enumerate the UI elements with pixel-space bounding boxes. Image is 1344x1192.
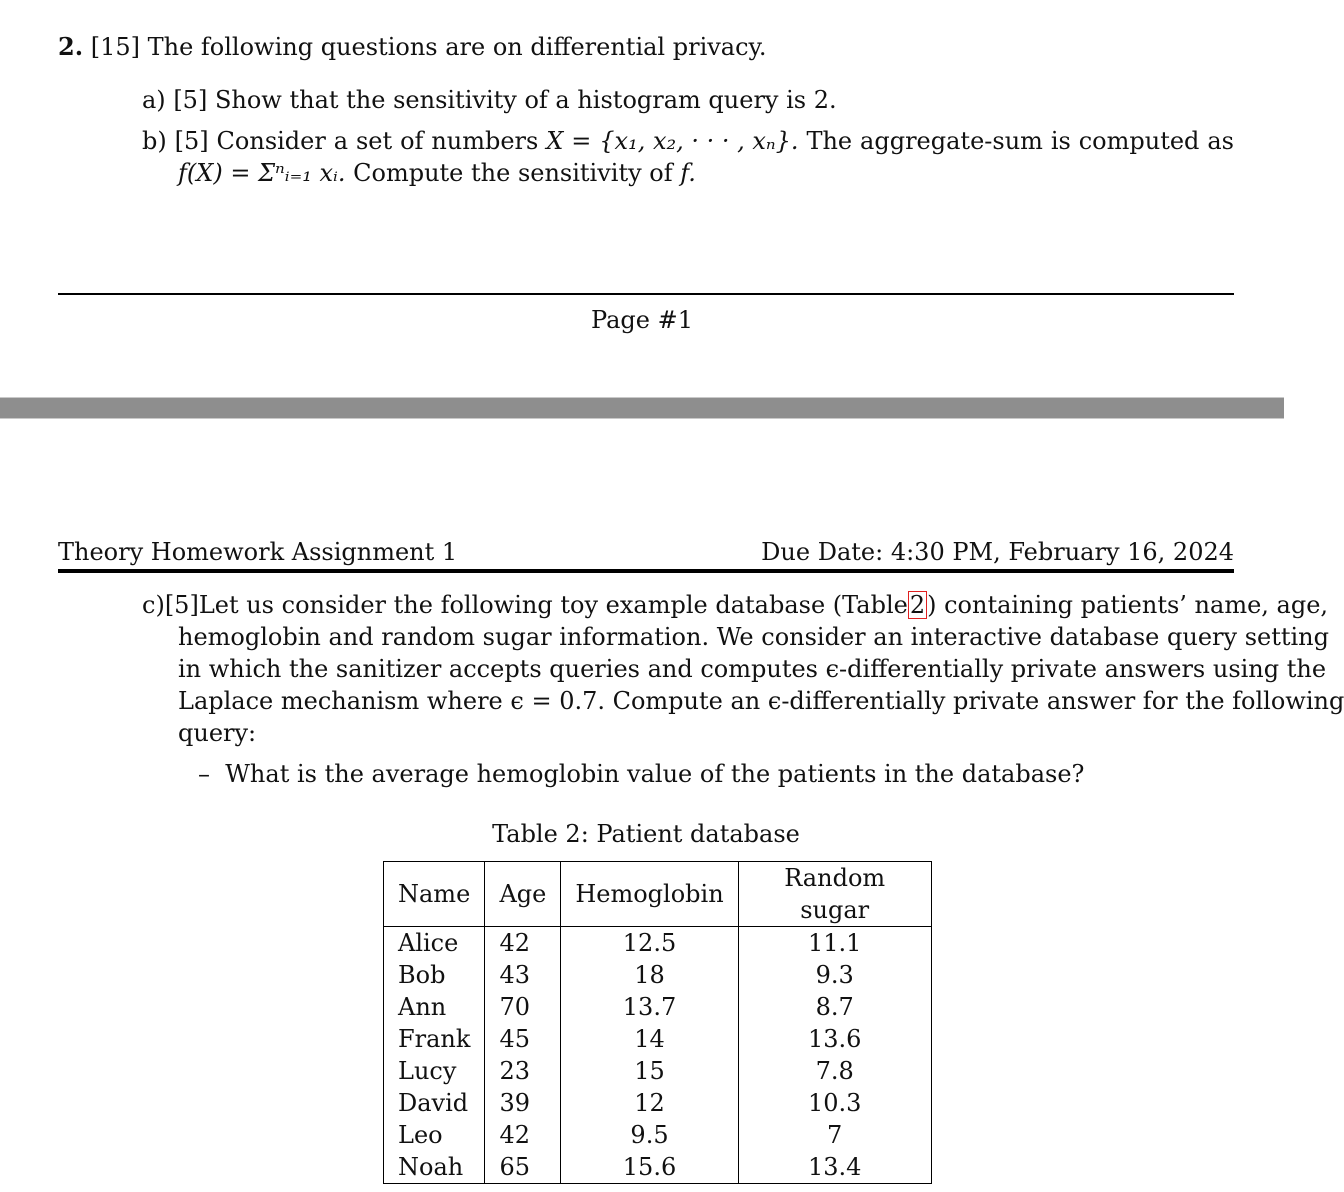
cell-age: 42: [485, 1119, 561, 1151]
part-b-word: aggregate-sum: [860, 127, 1043, 155]
part-b-line-2: [178, 157, 696, 189]
query-bullet: [198, 758, 1084, 790]
part-c-points: [5]: [164, 591, 199, 619]
cell-name: David: [384, 1087, 485, 1119]
column-header-random-sugar: Random sugar: [738, 862, 931, 927]
part-b-equals: =: [571, 127, 592, 155]
cell-age: 23: [485, 1055, 561, 1087]
part-c-label: c): [142, 591, 165, 619]
part-b-word: is: [1050, 127, 1071, 155]
cell-hemoglobin: 9.5: [561, 1119, 738, 1151]
table-row: [384, 1023, 932, 1055]
part-b-word: as: [1207, 127, 1234, 155]
part-b-line-1: [142, 125, 1234, 157]
part-b-word: Consider: [216, 127, 326, 155]
table-row: [384, 927, 932, 960]
cell-random-sugar: 9.3: [738, 959, 931, 991]
part-b-word: set: [355, 127, 393, 155]
column-header-age: Age: [485, 862, 561, 927]
cell-hemoglobin: 15.6: [561, 1151, 738, 1184]
table-row: [384, 959, 932, 991]
cell-random-sugar: 10.3: [738, 1087, 931, 1119]
header-due-date: Due Date: 4:30 PM, February 16, 2024: [761, 538, 1234, 566]
cell-name: Ann: [384, 991, 485, 1023]
question-points: [15]: [90, 33, 140, 61]
part-c: [142, 589, 1344, 749]
cell-random-sugar: 8.7: [738, 991, 931, 1023]
patient-table: [383, 861, 932, 1184]
part-b-label: b): [142, 127, 167, 155]
cell-name: Lucy: [384, 1055, 485, 1087]
cell-name: Leo: [384, 1119, 485, 1151]
table-caption: Table 2: Patient database: [492, 820, 800, 848]
footer-rule: [58, 293, 1234, 295]
part-b-word: of: [400, 127, 424, 155]
cell-age: 43: [485, 959, 561, 991]
part-b-word: numbers: [431, 127, 539, 155]
part-c-line-5: query:: [178, 719, 257, 747]
part-c-line1-after: ) containing patients’ name, age,: [927, 591, 1329, 619]
part-c-line-2: hemoglobin and random sugar information. We consider an interactive database query setting: [178, 623, 1330, 651]
bullet-text: What is the average hemoglobin value of the patients in the database?: [225, 760, 1085, 788]
part-a-text: Show that the sensitivity of a histogram query is 2.: [214, 86, 837, 114]
cell-hemoglobin: 13.7: [561, 991, 738, 1023]
part-c-line-1: [142, 589, 1329, 621]
question-number: 2.: [58, 32, 84, 61]
part-b-word: The: [806, 127, 853, 155]
cell-random-sugar: 7.8: [738, 1055, 931, 1087]
cell-hemoglobin: 18: [561, 959, 738, 991]
part-a: [142, 84, 837, 116]
table-row: [384, 991, 932, 1023]
table-row: [384, 1087, 932, 1119]
table-row: [384, 1119, 932, 1151]
cell-name: Bob: [384, 959, 485, 991]
table-header-row: [384, 862, 932, 927]
column-header-hemoglobin: Hemoglobin: [561, 862, 738, 927]
cell-name: Frank: [384, 1023, 485, 1055]
question-2-heading: [58, 31, 767, 63]
part-a-points: [5]: [173, 86, 208, 114]
table-row: [384, 1055, 932, 1087]
cell-name: Noah: [384, 1151, 485, 1184]
part-b-points: [5]: [174, 127, 209, 155]
part-c-line1-text: [199, 589, 1328, 621]
part-c-line-3: in which the sanitizer accepts queries and computes ϵ-differentially private answers using the: [178, 655, 1327, 683]
cell-random-sugar: 11.1: [738, 927, 931, 960]
page-separator: [0, 397, 1284, 419]
cell-hemoglobin: 12.5: [561, 927, 738, 960]
cell-age: 65: [485, 1151, 561, 1184]
question-text: The following questions are on differential privacy.: [147, 33, 767, 61]
header-title: Theory Homework Assignment 1: [58, 538, 458, 566]
header-rule: [58, 569, 1234, 573]
part-c-line1-before: Let us consider the following toy example database (Table: [198, 591, 908, 619]
cell-name: Alice: [384, 927, 485, 960]
part-b-variable-x: X: [546, 127, 564, 155]
part-b-word: a: [333, 127, 349, 155]
part-b-function-f: f.: [680, 159, 696, 187]
cell-hemoglobin: 12: [561, 1087, 738, 1119]
part-b-set: {x₁, x₂, · · · , xₙ}.: [599, 127, 799, 155]
part-b-line2-text: Compute the sensitivity of: [353, 159, 673, 187]
cell-hemoglobin: 14: [561, 1023, 738, 1055]
cell-random-sugar: 7: [738, 1119, 931, 1151]
part-b-word: computed: [1078, 127, 1200, 155]
cell-random-sugar: 13.4: [738, 1151, 931, 1184]
cell-age: 45: [485, 1023, 561, 1055]
table-reference-link[interactable]: 2: [909, 591, 926, 619]
cell-age: 70: [485, 991, 561, 1023]
cell-random-sugar: 13.6: [738, 1023, 931, 1055]
column-header-name: Name: [384, 862, 485, 927]
cell-age: 42: [485, 927, 561, 960]
part-c-line-4: Laplace mechanism where ϵ = 0.7. Compute an ϵ-differentially private answer for the following: [178, 687, 1344, 715]
cell-age: 39: [485, 1087, 561, 1119]
bullet-dash: –: [198, 760, 210, 788]
table-body: [384, 927, 932, 1184]
cell-hemoglobin: 15: [561, 1055, 738, 1087]
table-row: [384, 1151, 932, 1184]
page-number: Page #1: [591, 306, 693, 334]
part-a-label: a): [142, 86, 166, 114]
part-b-formula: f(X) = Σⁿᵢ₌₁ xᵢ.: [178, 159, 346, 187]
